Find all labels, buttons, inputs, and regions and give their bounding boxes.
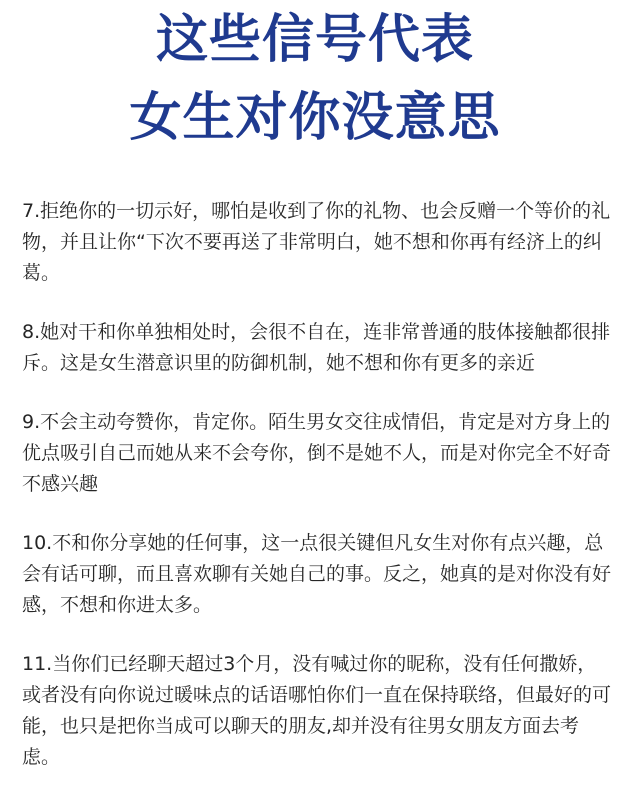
signal-item-11: 11.当你们已经聊天超过3个月，没有喊过你的昵称，没有任何撒娇，或者没有向你说过暖味点的话语哪怕你们一直在保持联络，但最好的可能，也只是把你当成可以聊天的朋友,却并没有往男女朋友方面去考虑。 [22, 653, 612, 768]
signal-item-8: 8.她对干和你单独相处时，会很不自在，连非常普通的肢体接触都很排斥。这是女生潜意识里的防御机制，她不想和你有更多的亲近 [22, 321, 611, 374]
signal-item-9: 9.不会主动夸赞你，肯定你。陌生男女交往成情侣，肯定是对方身上的优点吸引自己而她从来不会夸你，倒不是她不人，而是对你完全不好奇不感兴趣 [22, 411, 612, 495]
signal-item-10: 10.不和你分享她的任何事，这一点很关键但凡女生对你有点兴趣，总会有话可聊，而且喜欢聊有关她自己的事。反之，她真的是对你没有好感，不想和你进太多。 [22, 532, 612, 616]
page-title-line-2: 女生对你没意思 [129, 88, 501, 148]
page-title-line-1: 这些信号代表 [155, 10, 474, 70]
signal-item-7: 7.拒绝你的一切示好，哪怕是收到了你的礼物、也会反赠一个等价的礼物，并且让你“下次不要再送了非常明白，她不想和你再有经济上的纠葛。 [22, 200, 611, 284]
signal-list [22, 196, 614, 801]
